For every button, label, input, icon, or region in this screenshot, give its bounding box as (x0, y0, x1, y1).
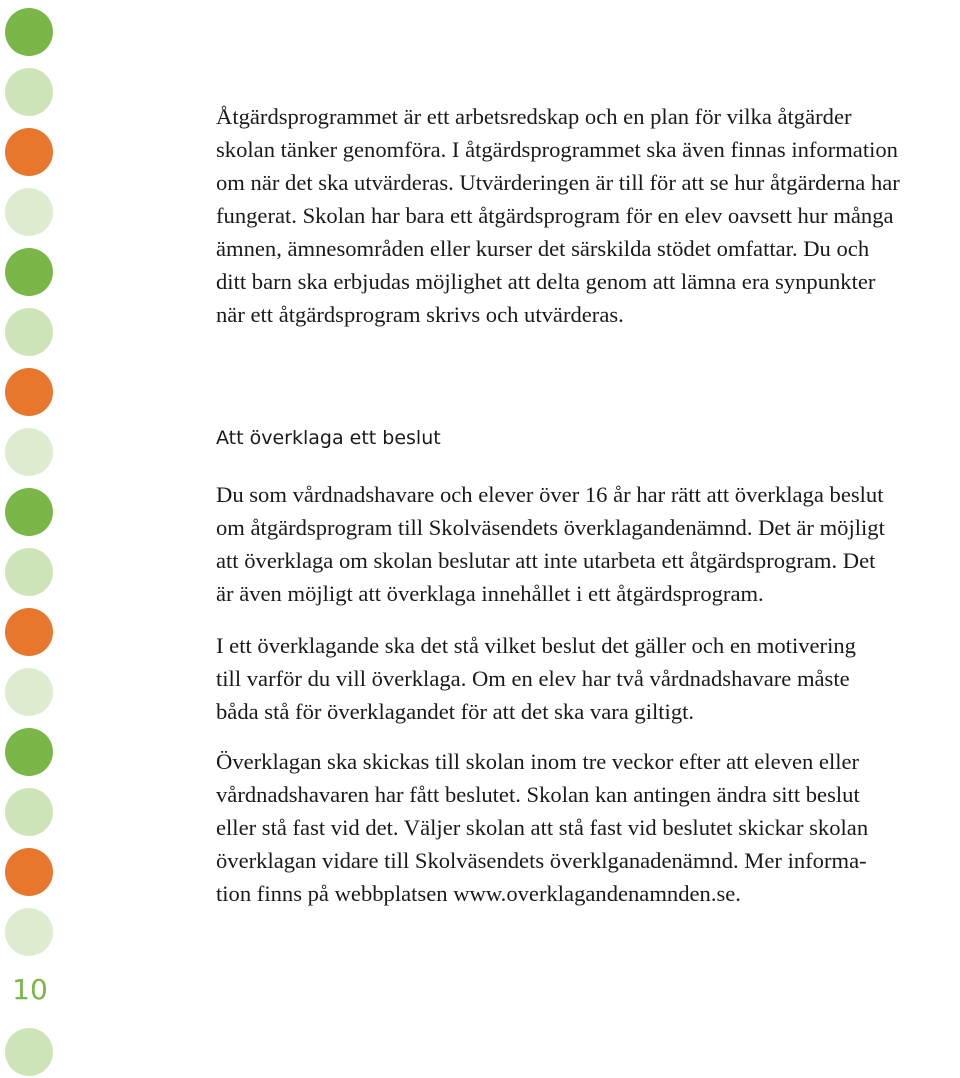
dot-light-green (5, 548, 53, 596)
dot-dark-green (5, 248, 53, 296)
intro-paragraph: Åtgärdsprogrammet är ett arbetsredskap och en plan för vilka åtgärder skolan tänker genomföra. I åtgärdsprogrammet ska även finnas information om när det ska utvärderas. Utvärderingen är till för att se hur åtgärderna har fungerat. Skolan har bara ett åtgärdsprogram för en elev oavsett hur många ämnen, ämnesområden eller kurser det särskilda stödet omfattar. Du och ditt barn ska erbjudas möjlighet att delta genom att lämna era synpunkter när ett åtgärdsprogram skrivs och utvärderas. (216, 104, 900, 327)
dot-pale-green (5, 428, 53, 476)
dot-light-green (5, 308, 53, 356)
dot-orange (5, 128, 53, 176)
page-number: 10 (8, 972, 52, 1008)
section-paragraph-3: Överklagan ska skickas till skolan inom tre veckor efter att eleven eller vårdnadshavaren har fått beslutet. Skolan kan antingen ändra sitt beslut eller stå fast vid det. Väljer skolan att stå fast vid beslutet skickar skolan överklagan vidare till Skolväsendets överklganadenämnd. Mer informa- tion finns på webbplatsen www.overklagandenamnden.se. (216, 749, 869, 906)
dot-pale-green (5, 668, 53, 716)
section-paragraph-2: I ett överklagande ska det stå vilket beslut det gäller och en motivering till varför du vill överklaga. Om en elev har två vårdnadshavare måste båda stå för överklagandet för att det ska vara giltigt. (216, 633, 856, 724)
dot-orange (5, 368, 53, 416)
dot-dark-green (5, 728, 53, 776)
dot-orange (5, 848, 53, 896)
dot-orange (5, 608, 53, 656)
dot-pale-green (5, 908, 53, 956)
section-paragraph-1: Du som vårdnadshavare och elever över 16 år har rätt att överklaga beslut om åtgärdsprogram till Skolväsendets överklagandenämnd. Det är möjligt att överklaga om skolan beslutar att inte utarbeta ett åtgärdsprogram. Det är även möjligt att överklaga innehållet i ett åtgärdsprogram. (216, 482, 885, 606)
dot-light-green (5, 788, 53, 836)
dot-light-green (5, 1028, 53, 1076)
dot-light-green (5, 68, 53, 116)
dot-pale-green (5, 188, 53, 236)
section-heading: Att överklaga ett beslut (216, 427, 441, 449)
dot-dark-green (5, 8, 53, 56)
dot-dark-green (5, 488, 53, 536)
